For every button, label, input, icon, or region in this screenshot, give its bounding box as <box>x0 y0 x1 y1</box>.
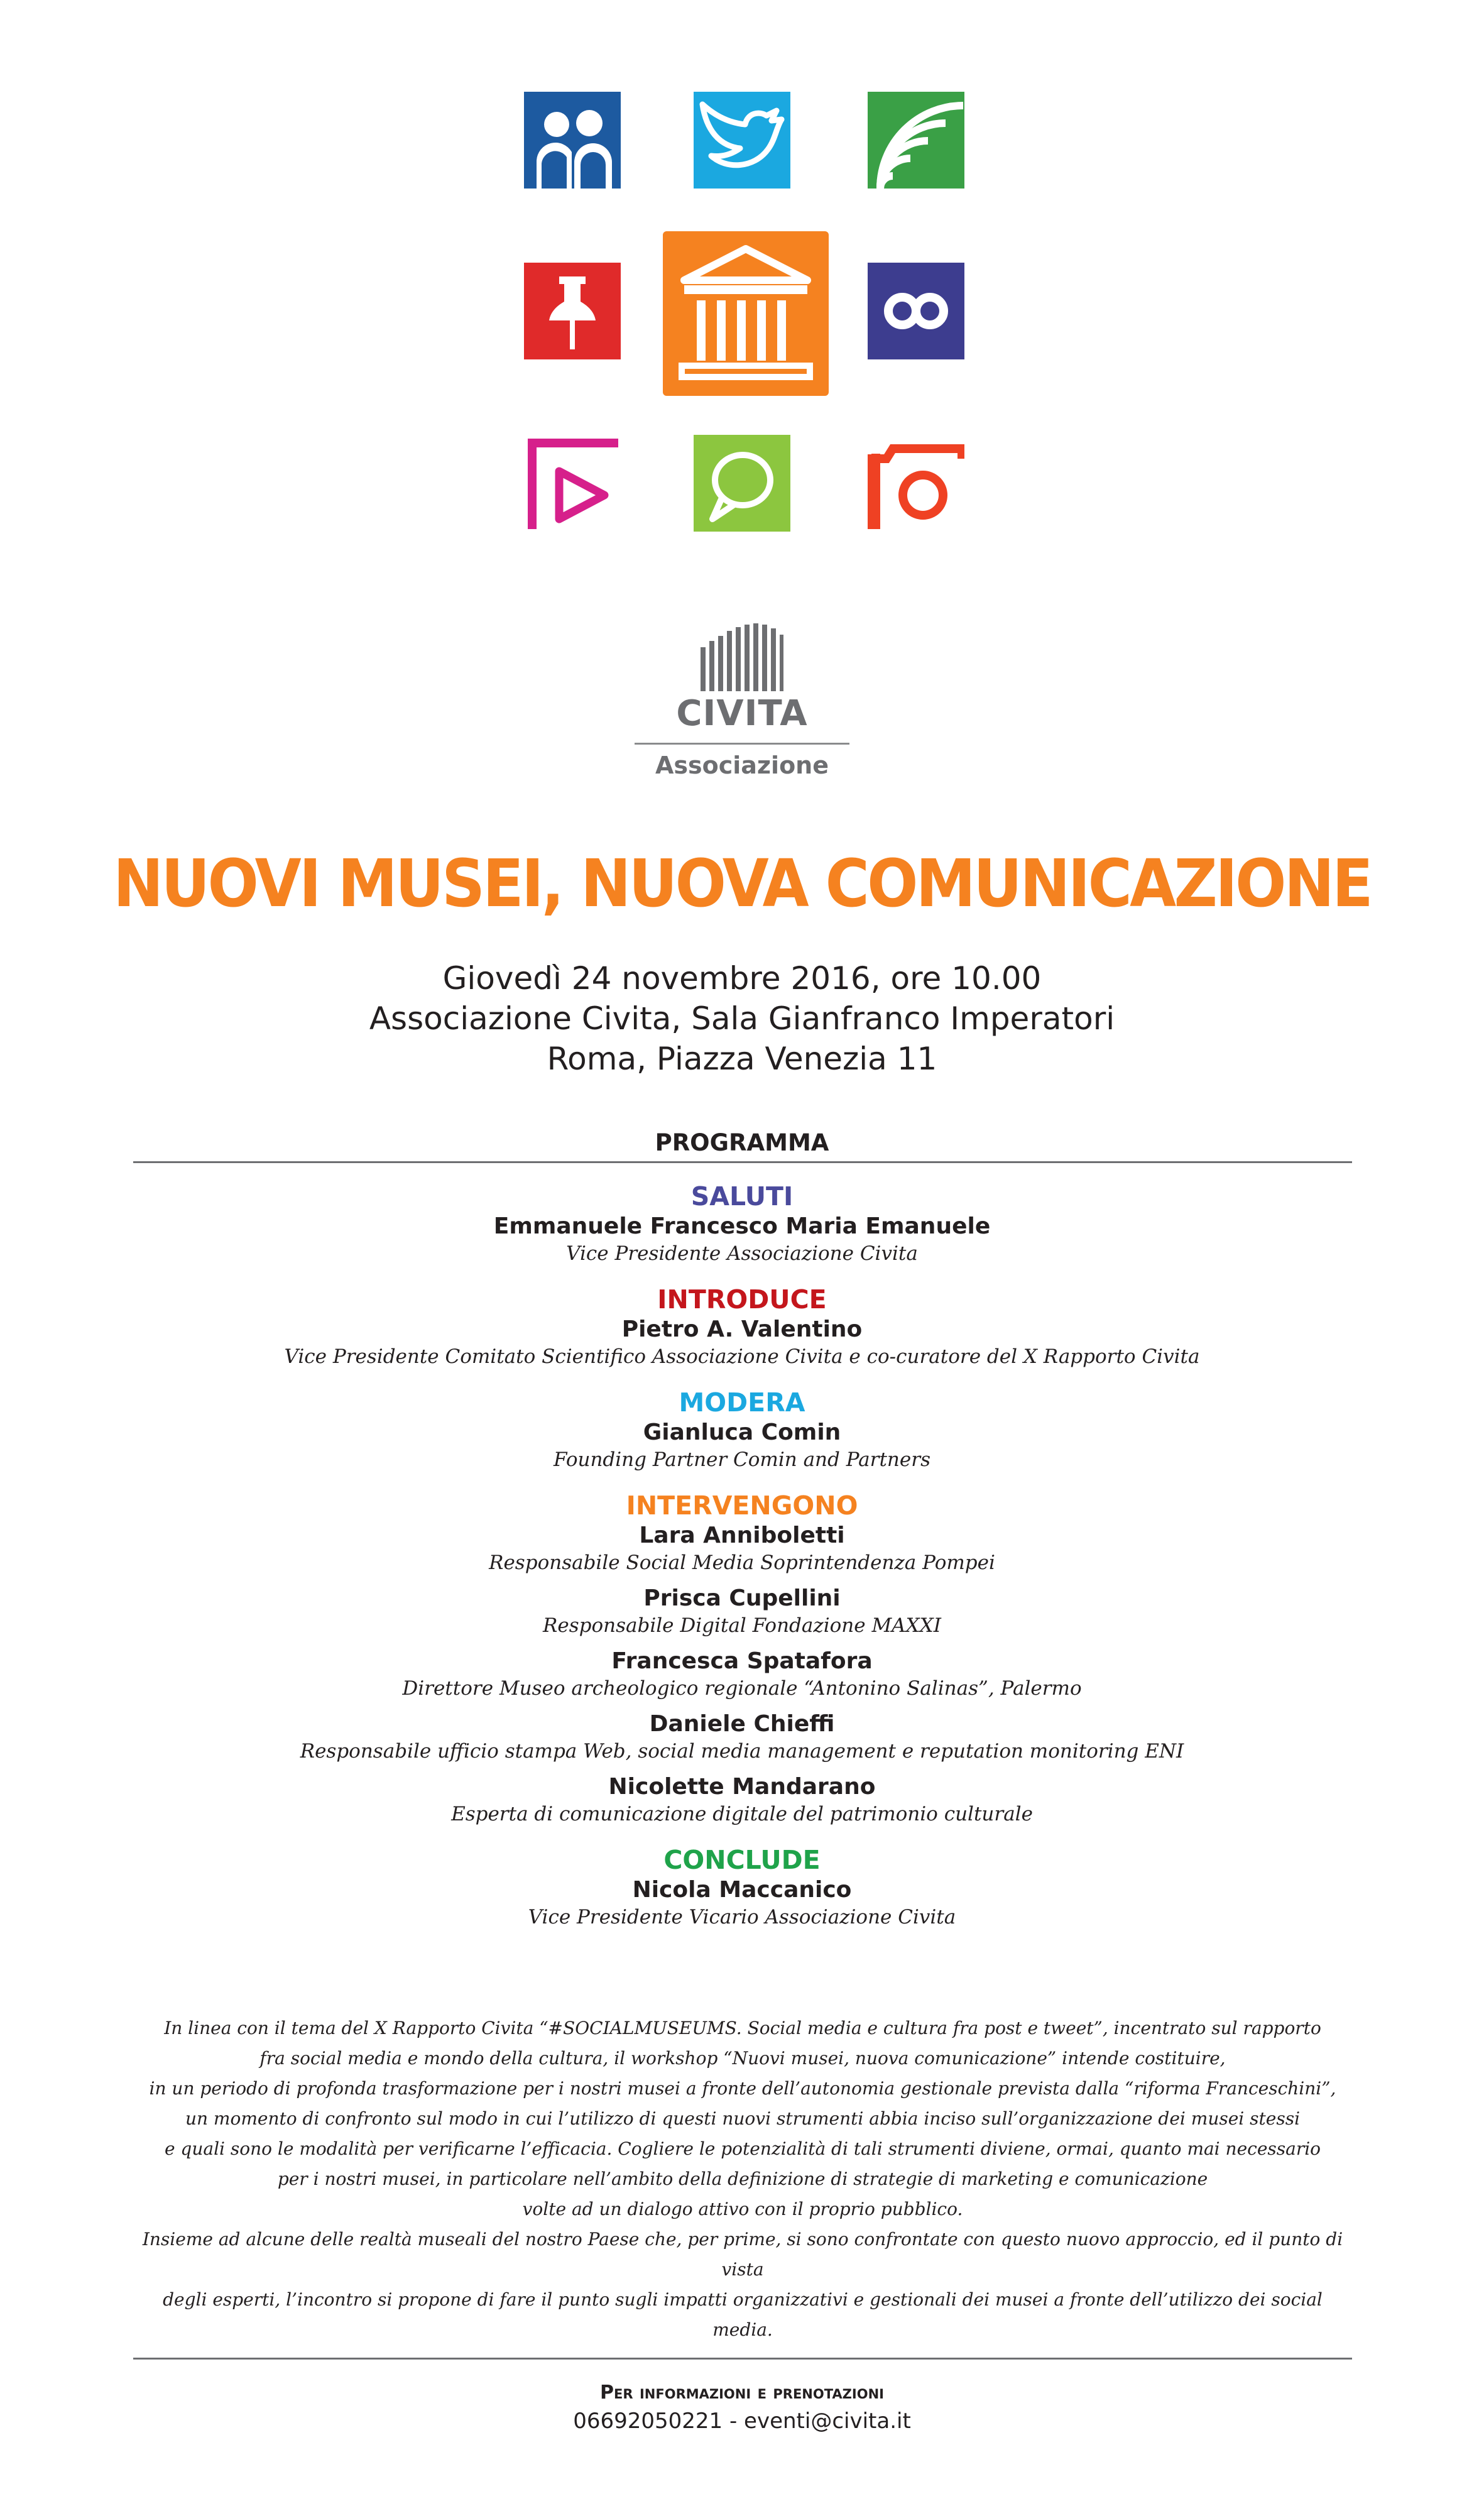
speaker-name: Emmanuele Francesco Maria Emanuele <box>493 1213 991 1239</box>
logo-divider <box>635 743 849 745</box>
description-line: in un periodo di profonda trasformazione per i nostri musei a fronte dell’autonomia gestionale prevista dalla “riforma Franceschini”, <box>149 2078 1336 2099</box>
description-paragraph <box>133 2013 1352 2345</box>
section-title: CONCLUDE <box>663 1845 821 1875</box>
footer-heading: Per informazioni e prenotazioni <box>600 2382 884 2404</box>
description-line: degli esperti, l’incontro si propone di fare il punto sugli impatti organizzativi e gestionali dei musei a fronte dell’utilizzo dei social media. <box>163 2289 1323 2340</box>
section-conclude <box>0 1844 1484 1930</box>
civita-logo <box>635 622 849 777</box>
speaker-name: Lara Anniboletti <box>639 1523 845 1548</box>
speaker-role: Responsabile Social Media Soprintendenza Pompei <box>489 1551 995 1574</box>
program <box>0 1180 1484 1947</box>
people-icon <box>524 92 621 189</box>
speaker <box>0 1585 1484 1639</box>
speaker-role: Vice Presidente Comitato Scientifico Associazione Civita e co-curatore del X Rapporto Civita <box>284 1345 1200 1368</box>
pushpin-icon <box>524 263 621 359</box>
event-address: Roma, Piazza Venezia 11 <box>547 1041 937 1077</box>
event-date: Giovedì 24 novembre 2016, ore 10.00 <box>442 960 1042 997</box>
speaker-name: Nicolette Mandarano <box>608 1774 876 1800</box>
rss-icon <box>868 92 964 189</box>
civita-logo-mark <box>698 622 786 691</box>
speaker-name: Daniele Chieffi <box>649 1711 835 1737</box>
page-title: NUOVI MUSEI, NUOVA COMUNICAZIONE <box>113 845 1371 922</box>
museum-icon <box>663 231 829 396</box>
section-title: INTRODUCE <box>657 1284 827 1315</box>
logo-subtitle: Associazione <box>655 752 829 779</box>
speaker-role: Direttore Museo archeologico regionale “Antonino Salinas”, Palermo <box>402 1677 1082 1700</box>
logo-name: CIVITA <box>676 693 808 734</box>
speaker <box>0 1419 1484 1473</box>
play-icon <box>524 435 621 532</box>
description-line: per i nostri musei, in particolare nell’ambito della definizione di strategie di marketing e comunicazione <box>277 2169 1208 2189</box>
speaker <box>0 1876 1484 1930</box>
speaker-name: Gianluca Comin <box>643 1419 841 1445</box>
footer-contact: 06692050221 - eventi@civita.it <box>573 2409 911 2434</box>
description-line: e quali sono le modalità per verificarne l’efficacia. Cogliere le potenzialità di tali strumenti diviene, ormai, quanto mai necessario <box>164 2138 1321 2159</box>
infinity-icon <box>868 263 964 359</box>
speaker-role: Vice Presidente Vicario Associazione Civita <box>528 1906 956 1928</box>
speaker <box>0 1522 1484 1576</box>
event-info <box>0 958 1484 1079</box>
speaker <box>0 1648 1484 1702</box>
speaker-name: Francesca Spatafora <box>611 1648 873 1674</box>
description-line: volte ad un dialogo attivo con il proprio pubblico. <box>522 2199 963 2219</box>
footer-divider <box>133 2358 1352 2360</box>
description-line: Insieme ad alcune delle realtà museali del nostro Paese che, per prime, si sono confrontate con questo nuovo approccio, ed il punto di vista <box>142 2229 1343 2280</box>
speaker <box>0 1773 1484 1827</box>
section-title: MODERA <box>679 1387 805 1418</box>
section-intervengono <box>0 1489 1484 1827</box>
speaker <box>0 1710 1484 1764</box>
description-line: un momento di confronto sul modo in cui l’utilizzo di questi nuovi strumenti abbia inciso sull’organizzazione dei musei stessi <box>185 2108 1301 2129</box>
speaker-name: Nicola Maccanico <box>632 1877 852 1903</box>
speaker-role: Responsabile Digital Fondazione MAXXI <box>543 1614 941 1637</box>
description-line: fra social media e mondo della cultura, il workshop “Nuovi musei, nuova comunicazione” intende costituire, <box>259 2048 1226 2069</box>
speaker <box>0 1213 1484 1267</box>
section-modera <box>0 1386 1484 1473</box>
speaker-name: Prisca Cupellini <box>643 1585 841 1611</box>
speaker-role: Esperta di comunicazione digitale del patrimonio culturale <box>451 1803 1033 1825</box>
bird-icon <box>694 92 790 189</box>
speaker-role: Founding Partner Comin and Partners <box>554 1448 930 1471</box>
footer <box>0 2379 1484 2436</box>
event-venue: Associazione Civita, Sala Gianfranco Imperatori <box>369 1000 1115 1037</box>
social-icons-grid <box>0 0 1484 566</box>
speaker-role: Vice Presidente Associazione Civita <box>566 1242 918 1265</box>
section-introduce <box>0 1283 1484 1370</box>
section-saluti <box>0 1180 1484 1267</box>
description-line: In linea con il tema del X Rapporto Civita “#SOCIALMUSEUMS. Social media e cultura fra post e tweet”, incentrato sul rapporto <box>164 2018 1321 2038</box>
speaker-name: Pietro A. Valentino <box>621 1316 863 1342</box>
programma-divider <box>133 1161 1352 1163</box>
camera-icon <box>868 435 964 532</box>
programma-heading: PROGRAMMA <box>655 1129 829 1156</box>
speaker <box>0 1316 1484 1370</box>
speaker-role: Responsabile ufficio stampa Web, social media management e reputation monitoring ENI <box>300 1740 1184 1763</box>
chat-bubble-icon <box>694 435 790 532</box>
section-title: SALUTI <box>690 1181 794 1211</box>
section-title: INTERVENGONO <box>626 1490 858 1521</box>
